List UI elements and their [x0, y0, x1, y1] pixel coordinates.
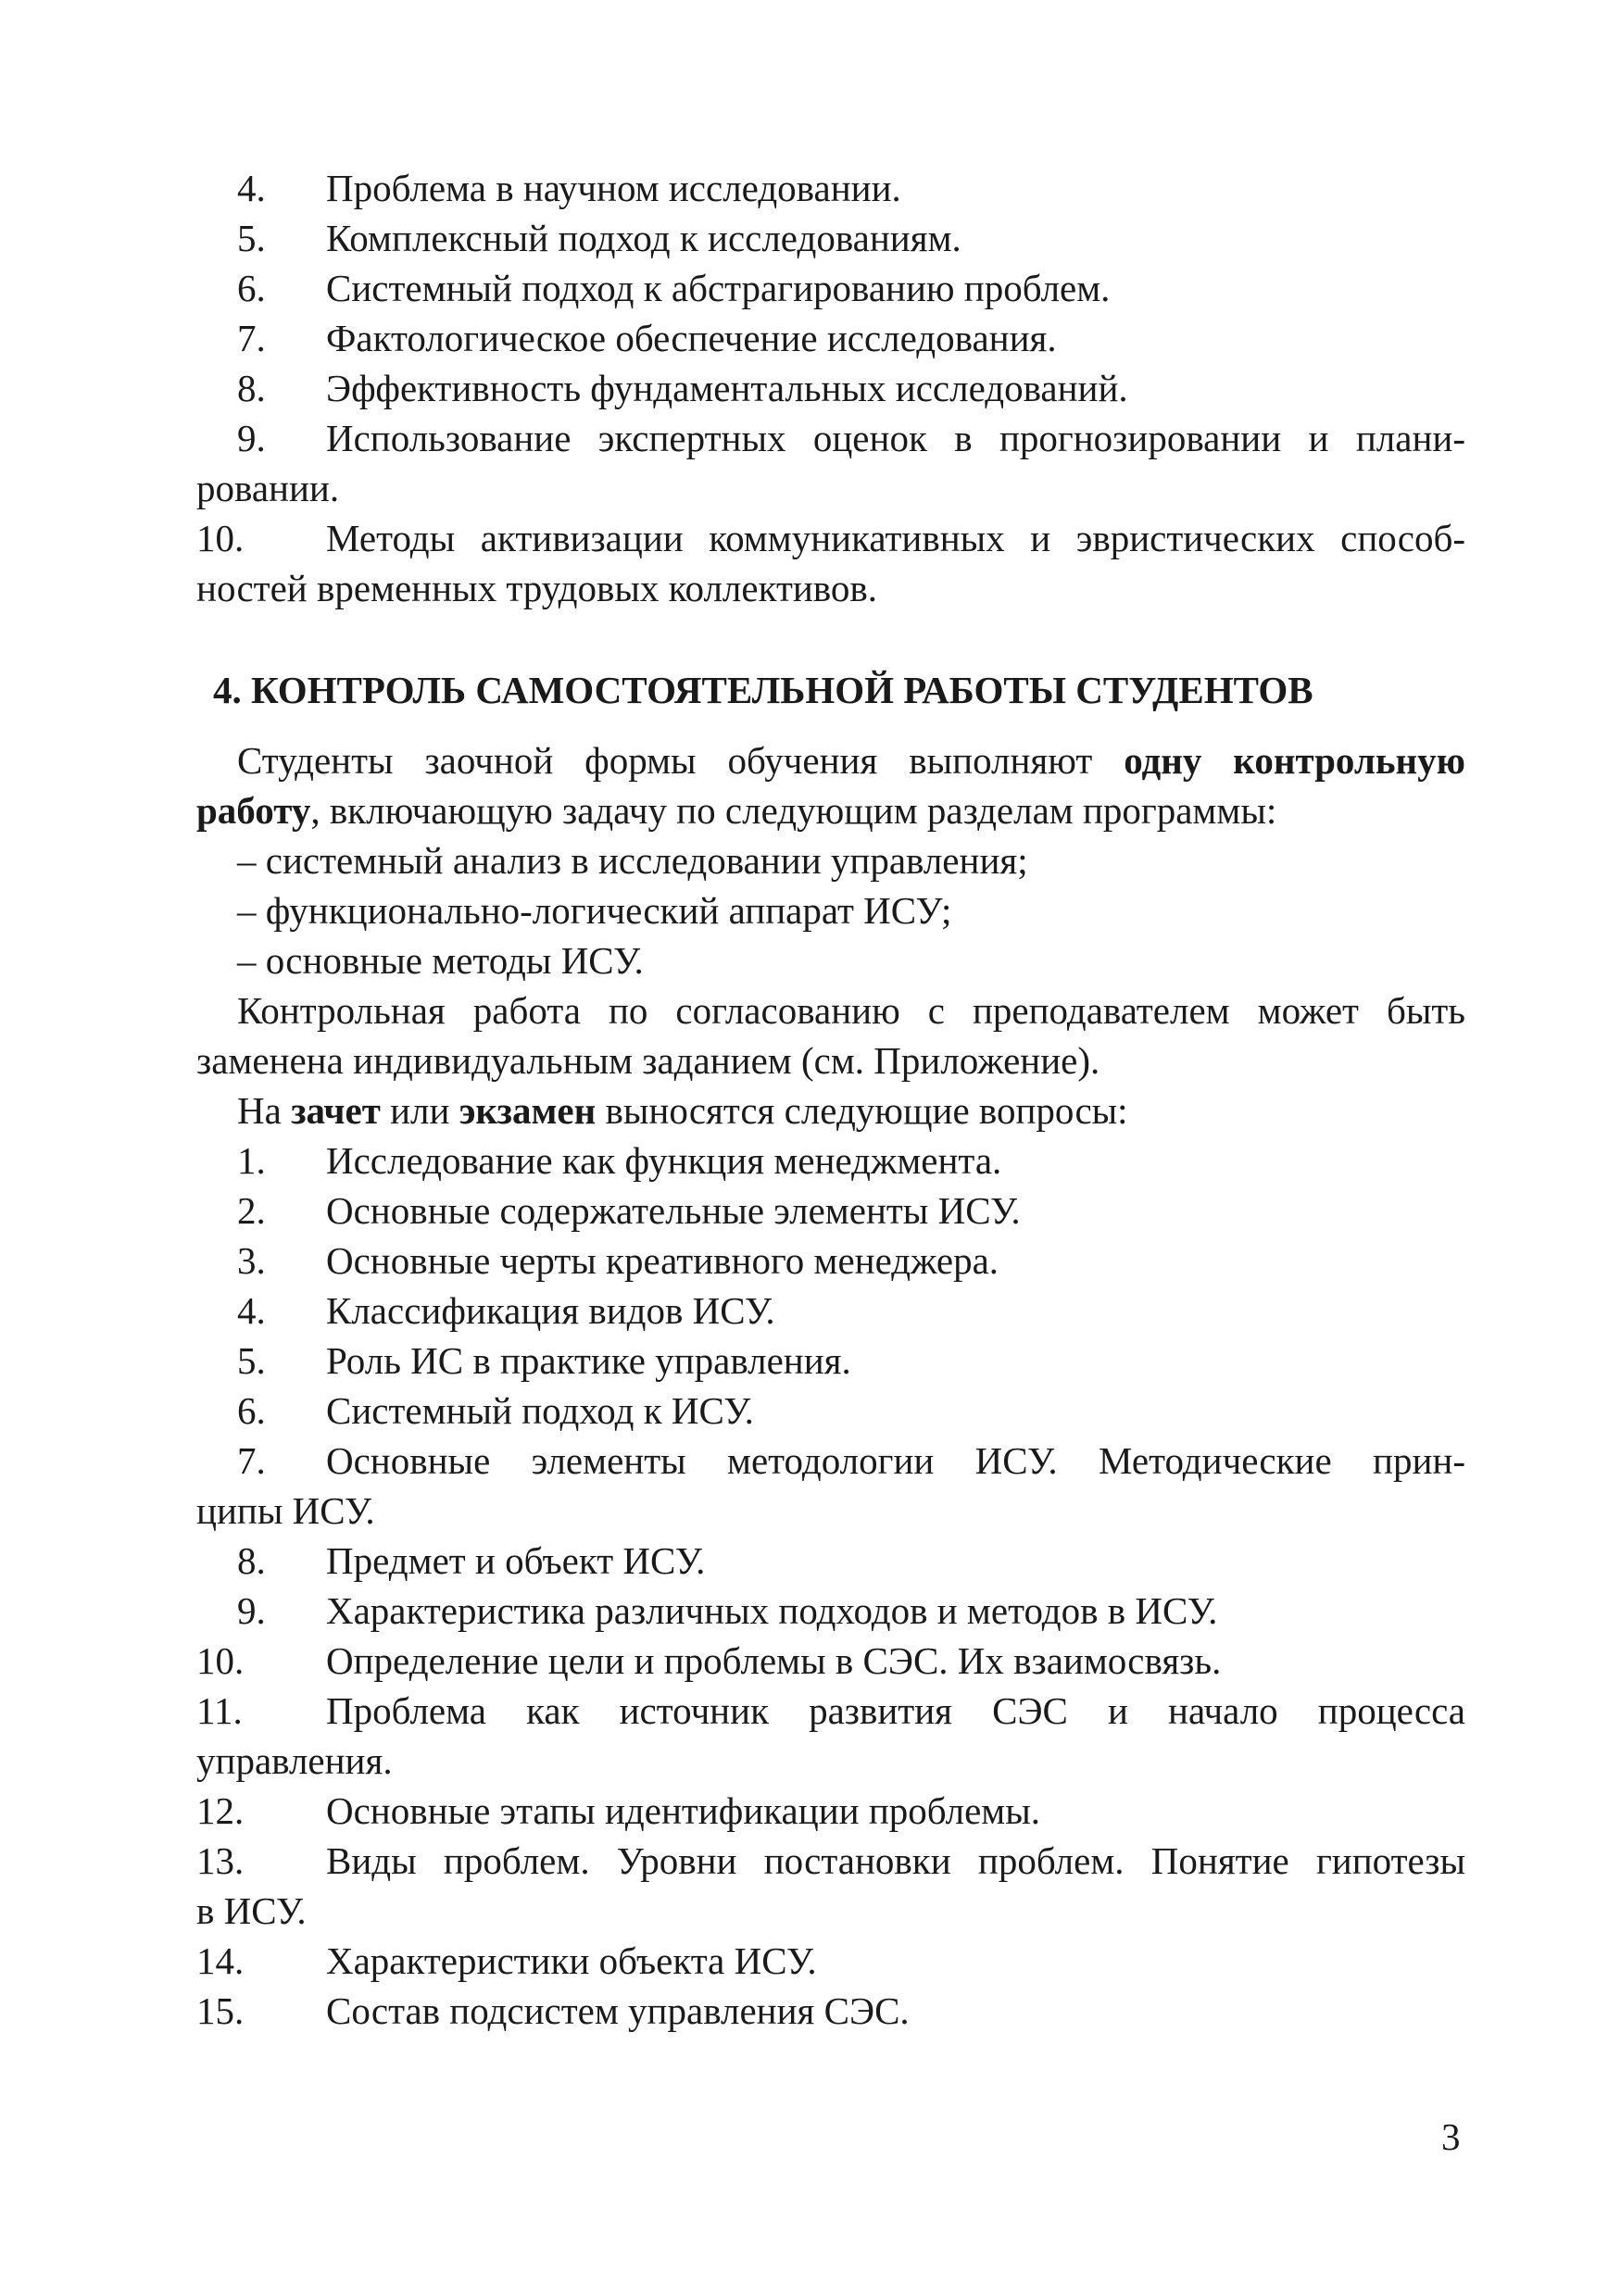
page-number: 3 — [1441, 2115, 1461, 2158]
question-text: Проблема как источник развития СЭС и начало процесса — [326, 1689, 1465, 1732]
question-item — [196, 1336, 1465, 1386]
question-item — [196, 1686, 1465, 1736]
question-text: Исследование как функция менеджмента. — [326, 1139, 1002, 1182]
question-number: 7. — [237, 1439, 266, 1482]
intro-text: , включающую задачу по следующим разделам программы: — [310, 789, 1277, 832]
question-item — [196, 1135, 1465, 1186]
intro-text: Студенты заочной формы обучения выполняют — [237, 739, 1093, 782]
question-number: 14. — [196, 1939, 245, 1982]
intro-bold-text: работу — [196, 789, 311, 832]
list-item — [196, 363, 1465, 413]
section-heading: 4. КОНТРОЛЬ САМОСТОЯТЕЛЬНОЙ РАБОТЫ СТУДЕНТОВ — [213, 669, 1313, 711]
question-text: Виды проблем. Уровни постановки проблем. Понятие гипотезы — [326, 1839, 1465, 1882]
item-text: Фактологическое обеспечение исследования. — [326, 317, 1057, 359]
question-item — [196, 1586, 1465, 1636]
question-number: 6. — [237, 1389, 266, 1432]
list-item — [196, 163, 1465, 213]
item-number: 4. — [237, 167, 266, 209]
item-text: Эффективность фундаментальных исследований. — [326, 367, 1128, 409]
intro-paragraph-line1 — [196, 735, 1465, 785]
question-item — [196, 1936, 1465, 1986]
question-number: 2. — [237, 1189, 266, 1232]
question-number: 1. — [237, 1139, 266, 1182]
bullet-item: – функционально-логический аппарат ИСУ; — [237, 889, 952, 932]
question-item — [196, 1536, 1465, 1586]
question-continuation: ципы ИСУ. — [196, 1489, 375, 1532]
question-number: 15. — [196, 1989, 245, 2032]
question-text: Основные черты креативного менеджера. — [326, 1239, 999, 1282]
question-item — [196, 1986, 1465, 2036]
question-item — [196, 1786, 1465, 1836]
question-item — [196, 1236, 1465, 1286]
question-item — [196, 1186, 1465, 1236]
bullet-item: – системный анализ в исследовании управления; — [237, 839, 1028, 882]
question-number: 13. — [196, 1839, 245, 1882]
question-text: Характеристики объекта ИСУ. — [326, 1939, 817, 1982]
question-number: 8. — [237, 1539, 266, 1582]
list-item — [196, 413, 1465, 463]
item-number: 8. — [237, 367, 266, 409]
question-number: 11. — [196, 1689, 243, 1732]
section-body — [196, 735, 1465, 1135]
exam-text: выносятся следующие вопросы: — [605, 1089, 1128, 1132]
exam-bold-text: зачет — [291, 1089, 381, 1132]
question-text: Системный подход к ИСУ. — [326, 1389, 754, 1432]
bullet-item: – основные методы ИСУ. — [237, 939, 644, 982]
question-item — [196, 1636, 1465, 1686]
list-item-continuation: ровании. — [196, 467, 340, 509]
top-list — [196, 163, 1465, 613]
question-text: Предмет и объект ИСУ. — [326, 1539, 706, 1582]
question-number: 9. — [237, 1589, 266, 1632]
note-paragraph-line1: Контрольная работа по согласованию с преподавателем может быть — [237, 989, 1465, 1032]
question-text: Характеристика различных подходов и методов в ИСУ. — [326, 1589, 1218, 1632]
item-text: Комплексный подход к исследованиям. — [326, 217, 961, 259]
item-number: 7. — [237, 317, 266, 359]
list-item — [196, 263, 1465, 313]
item-number: 9. — [237, 417, 266, 459]
question-continuation: в ИСУ. — [196, 1889, 307, 1932]
item-text: Проблема в научном исследовании. — [326, 167, 901, 209]
item-text: Методы активизации коммуникативных и эвристических способ- — [326, 517, 1465, 559]
list-item — [196, 513, 1465, 563]
item-number: 5. — [237, 217, 266, 259]
question-text: Основные элементы методологии ИСУ. Методические прин- — [326, 1439, 1465, 1482]
intro-bold-text: одну контрольную — [1124, 739, 1465, 782]
exam-bold-text: экзамен — [459, 1089, 597, 1132]
item-text: Системный подход к абстрагированию проблем. — [326, 267, 1111, 309]
item-number: 6. — [237, 267, 266, 309]
questions-list — [196, 1135, 1465, 2036]
question-number: 5. — [237, 1339, 266, 1382]
document-page — [196, 163, 1465, 2036]
question-item — [196, 1436, 1465, 1486]
question-continuation: управления. — [196, 1739, 393, 1782]
exam-intro — [196, 1085, 1465, 1135]
question-item — [196, 1286, 1465, 1336]
note-paragraph-line2: заменена индивидуальным заданием (см. Приложение). — [196, 1039, 1100, 1082]
question-text: Определение цели и проблемы в СЭС. Их взаимосвязь. — [326, 1639, 1222, 1682]
question-number: 3. — [237, 1239, 266, 1282]
question-number: 4. — [237, 1289, 266, 1332]
question-text: Состав подсистем управления СЭС. — [326, 1989, 910, 2032]
list-item — [196, 313, 1465, 363]
question-number: 12. — [196, 1789, 245, 1832]
list-item — [196, 213, 1465, 263]
question-text: Основные содержательные элементы ИСУ. — [326, 1189, 1021, 1232]
question-text: Роль ИС в практике управления. — [326, 1339, 851, 1382]
exam-text: или — [390, 1089, 450, 1132]
list-item-continuation: ностей временных трудовых коллективов. — [196, 567, 877, 609]
item-text: Использование экспертных оценок в прогнозировании и плани- — [326, 417, 1465, 459]
question-item — [196, 1386, 1465, 1436]
intro-paragraph-line2 — [196, 785, 1465, 835]
question-number: 10. — [196, 1639, 245, 1682]
question-text: Классификация видов ИСУ. — [326, 1289, 775, 1332]
item-number: 10. — [196, 517, 245, 559]
exam-text: На — [237, 1089, 282, 1132]
question-item — [196, 1836, 1465, 1886]
question-text: Основные этапы идентификации проблемы. — [326, 1789, 1041, 1832]
